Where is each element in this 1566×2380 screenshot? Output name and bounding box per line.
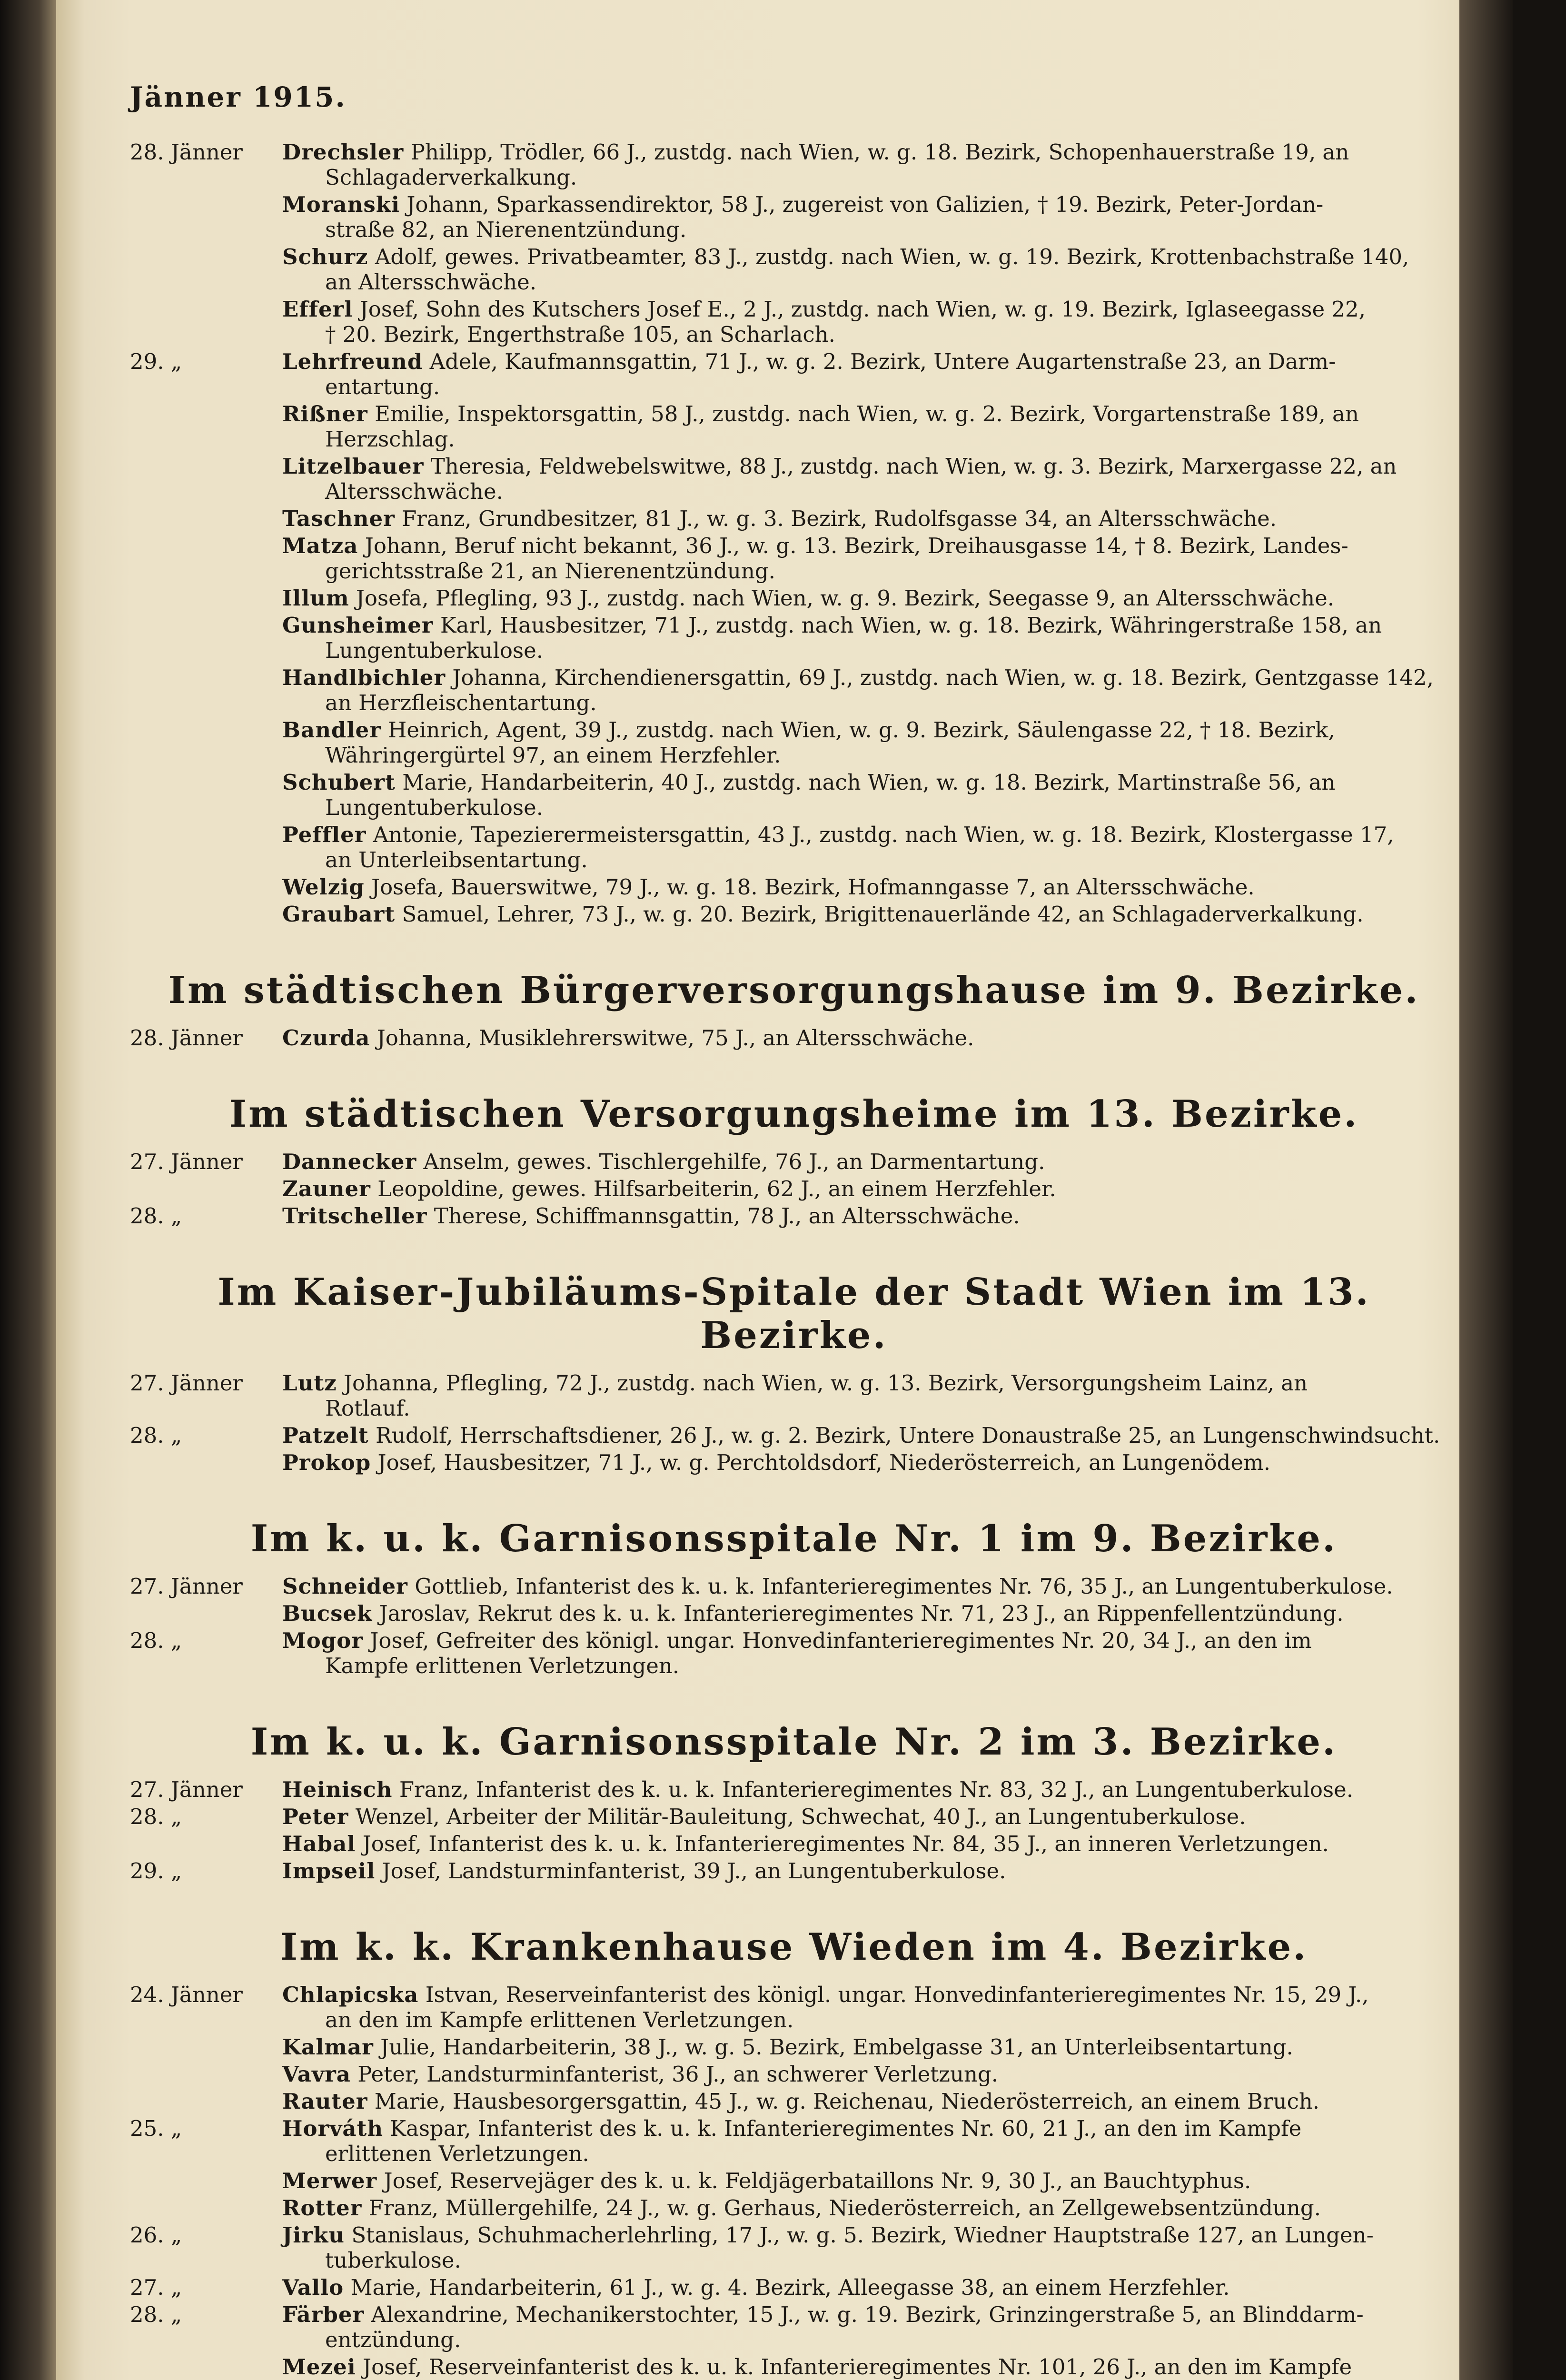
entry-date: [130, 1831, 282, 1856]
entry-text: Anselm, gewes. Tischlergehilfe, 76 J., an Darmentartung.: [423, 1149, 1045, 1174]
entry-body: [282, 533, 1458, 584]
register-entry: [130, 1203, 1458, 1229]
entry-body: [282, 874, 1458, 900]
entry-surname: Drechsler: [282, 139, 404, 165]
register-entry: [130, 1982, 1458, 2033]
entry-body: [282, 1025, 1458, 1051]
register-entry: [130, 1601, 1458, 1626]
entry-surname: Tritscheller: [282, 1203, 427, 1229]
entry-continuation: Kampfe erlittenen Verletzungen.: [325, 1653, 680, 1678]
entry-date: [130, 454, 282, 504]
entry-body: [282, 1601, 1458, 1626]
entry-text: Franz, Grundbesitzer, 81 J., w. g. 3. Bezirk, Rudolfsgasse 34, an Altersschwäche.: [402, 506, 1277, 531]
entry-date: 27. Jänner: [130, 1370, 243, 1396]
entry-continuation: an Altersschwäche.: [325, 269, 537, 295]
entry-date: [130, 822, 282, 873]
register-entry: [130, 401, 1458, 452]
section-title: Im Kaiser-Jubiläums-Spitale der Stadt Wien im 13. Bezirke.: [218, 1270, 1370, 1357]
entry-surname: Färber: [282, 2302, 365, 2327]
entry-surname: Vallo: [282, 2275, 344, 2300]
entry-date: 28. „: [130, 1628, 182, 1653]
entry-continuation: Altersschwäche.: [325, 479, 503, 504]
section-title: Im städtischen Versorgungsheime im 13. Bezirke.: [229, 1092, 1359, 1136]
entry-text: Peter, Landsturminfanterist, 36 J., an schwerer Verletzung.: [357, 2062, 999, 2087]
entry-continuation: an den im Kampfe erlittenen Verletzungen.: [325, 2007, 794, 2033]
register-entry: [130, 902, 1458, 927]
entry-date: 27. Jänner: [130, 1777, 243, 1802]
entry-surname: Habal: [282, 1831, 356, 1856]
register-entry: [130, 1777, 1458, 1802]
register-entry: [130, 1025, 1458, 1051]
entry-body: [282, 2195, 1458, 2221]
register-entry: [130, 2062, 1458, 2087]
register-entry: [130, 2354, 1458, 2380]
entry-body: [282, 506, 1458, 531]
entry-surname: Dannecker: [282, 1149, 417, 1174]
entry-continuation: gerichtsstraße 21, an Nierenentzündung.: [325, 558, 775, 584]
entry-date: [130, 506, 282, 531]
entry-date: 27. „: [130, 2275, 182, 2300]
entry-text: Franz, Müllergehilfe, 24 J., w. g. Gerhaus, Niederösterreich, an Zellgewebsentzündung.: [368, 2195, 1321, 2221]
entry-text: Josefa, Pflegling, 93 J., zustdg. nach Wien, w. g. 9. Bezirk, Seegasse 9, an Altersschwäche.: [356, 585, 1335, 611]
entry-body: [282, 2302, 1458, 2352]
entry-surname: Peter: [282, 1804, 349, 1829]
register-entry: [130, 1423, 1458, 1448]
entry-date: 25. „: [130, 2116, 182, 2141]
register-entry: [130, 1176, 1458, 1201]
entry-continuation: † 20. Bezirk, Engerthstraße 105, an Scharlach.: [325, 322, 835, 347]
entry-surname: Lehrfreund: [282, 349, 423, 374]
entry-body: [282, 1176, 1458, 1201]
entry-surname: Heinisch: [282, 1777, 393, 1802]
entry-body: [282, 2222, 1458, 2273]
register-entry: [130, 2222, 1458, 2273]
entry-text: Adele, Kaufmannsgattin, 71 J., w. g. 2. Bezirk, Untere Augartenstraße 23, an Darm-: [429, 349, 1336, 374]
register-entry: [130, 2089, 1458, 2114]
entry-body: [282, 401, 1458, 452]
entry-body: [282, 1804, 1458, 1829]
entry-body: [282, 717, 1458, 768]
entry-date: [130, 2354, 282, 2380]
entry-text: Therese, Schiffmannsgattin, 78 J., an Altersschwäche.: [434, 1203, 1020, 1229]
register-entry: [130, 454, 1458, 504]
entry-body: [282, 2116, 1458, 2166]
entry-surname: Horváth: [282, 2116, 384, 2141]
section-title: Im städtischen Bürgerversorgungshause im 9. Bezirke.: [168, 969, 1420, 1012]
entry-body: [282, 454, 1458, 504]
entry-text: Istvan, Reserveinfanterist des königl. ungar. Honvedinfanterieregimentes Nr. 15, 29 J.,: [425, 1982, 1369, 2007]
entry-text: Josef, Infanterist des k. u. k. Infanterieregimentes Nr. 84, 35 J., an inneren Verletzungen.: [362, 1831, 1329, 1856]
entry-date: [130, 613, 282, 663]
entry-text: Josef, Hausbesitzer, 71 J., w. g. Perchtoldsdorf, Niederösterreich, an Lungenödem.: [377, 1450, 1271, 1475]
entry-continuation: Schlagaderverkalkung.: [325, 165, 577, 190]
register-entry: [130, 192, 1458, 242]
entry-date: [130, 665, 282, 715]
entry-surname: Schurz: [282, 244, 368, 269]
entry-continuation: an Unterleibsentartung.: [325, 847, 588, 873]
page-edge: [1459, 0, 1513, 2380]
register-entry: [130, 2275, 1458, 2300]
section-title: Im k. u. k. Garnisonsspitale Nr. 1 im 9. Bezirke.: [250, 1517, 1338, 1560]
entry-body: [282, 2089, 1458, 2114]
entry-text: Antonie, Tapezierermeistersgattin, 43 J., zustdg. nach Wien, w. g. 18. Bezirk, Klostergasse 17,: [373, 822, 1394, 847]
entry-date: 24. Jänner: [130, 1982, 243, 2007]
entry-date: 28. „: [130, 2302, 182, 2327]
entry-body: [282, 1831, 1458, 1856]
register-entry: [130, 717, 1458, 768]
register-entry: [130, 349, 1458, 399]
entry-surname: Czurda: [282, 1025, 370, 1051]
entry-continuation: Lungentuberkulose.: [325, 638, 544, 663]
entry-text: Josef, Landsturminfanterist, 39 J., an Lungentuberkulose.: [382, 1858, 1006, 1884]
entry-continuation: Lungentuberkulose.: [325, 795, 544, 820]
entry-date: [130, 2195, 282, 2221]
entry-date: [130, 2089, 282, 2114]
entry-text: Gottlieb, Infanterist des k. u. k. Infanterieregimentes Nr. 76, 35 J., an Lungentuberkulose.: [415, 1574, 1393, 1599]
register-entry: [130, 2302, 1458, 2352]
entry-text: Philipp, Trödler, 66 J., zustdg. nach Wien, w. g. 18. Bezirk, Schopenhauerstraße 19, an: [410, 139, 1349, 165]
entry-text: Marie, Handarbeiterin, 40 J., zustdg. nach Wien, w. g. 18. Bezirk, Martinstraße 56, an: [402, 770, 1336, 795]
entry-date: [130, 770, 282, 820]
entry-body: [282, 1149, 1458, 1174]
entry-body: [282, 902, 1458, 927]
entry-surname: Vavra: [282, 2062, 351, 2087]
entry-date: [130, 2034, 282, 2060]
entry-continuation: entzündung.: [325, 2327, 461, 2352]
entry-surname: Moranski: [282, 192, 400, 217]
entry-text: Josef, Sohn des Kutschers Josef E., 2 J., zustdg. nach Wien, w. g. 19. Bezirk, Iglaseegasse 22,: [359, 297, 1366, 322]
register-entry: [130, 297, 1458, 347]
entry-text: Theresia, Feldwebelswitwe, 88 J., zustdg. nach Wien, w. g. 3. Bezirk, Marxergasse 22, an: [430, 454, 1397, 479]
entry-body: [282, 1574, 1458, 1599]
page-content: [130, 81, 1458, 2380]
register-entry: [130, 2195, 1458, 2221]
entry-continuation: Währingergürtel 97, an einem Herzfehler.: [325, 743, 781, 768]
entry-body: [282, 1858, 1458, 1884]
register-entry: [130, 533, 1458, 584]
entry-date: 28. „: [130, 1804, 182, 1829]
entry-body: [282, 1423, 1458, 1448]
entry-body: [282, 2062, 1458, 2087]
register-entry: [130, 1628, 1458, 1678]
entry-date: 29. „: [130, 349, 182, 374]
register-entry: [130, 244, 1458, 295]
entry-body: [282, 192, 1458, 242]
entry-date: [130, 902, 282, 927]
entry-text: Kaspar, Infanterist des k. u. k. Infanterieregimentes Nr. 60, 21 J., an den im Kampfe: [390, 2116, 1302, 2141]
entry-surname: Schneider: [282, 1574, 408, 1599]
entry-date: 28. Jänner: [130, 1025, 243, 1051]
entry-text: Franz, Infanterist des k. u. k. Infanterieregimentes Nr. 83, 32 J., an Lungentuberkulose.: [399, 1777, 1353, 1802]
register-entry: [130, 585, 1458, 611]
entry-date: [130, 874, 282, 900]
entry-surname: Zauner: [282, 1176, 371, 1201]
entry-date: [130, 401, 282, 452]
entry-body: [282, 139, 1458, 190]
entry-surname: Mogor: [282, 1628, 364, 1653]
entry-continuation: straße 82, an Nierenentzündung.: [325, 217, 687, 242]
entry-body: [282, 244, 1458, 295]
section-title: Im k. u. k. Garnisonsspitale Nr. 2 im 3. Bezirke.: [250, 1720, 1338, 1764]
register-entry: [130, 2034, 1458, 2060]
register-entry: [130, 665, 1458, 715]
entry-surname: Mezei: [282, 2354, 356, 2380]
entry-surname: Jirku: [282, 2222, 345, 2248]
entry-date: [130, 192, 282, 242]
entry-date: 28. „: [130, 1203, 182, 1229]
entry-date: 27. Jänner: [130, 1574, 243, 1599]
entry-date: [130, 2062, 282, 2087]
register-entry: [130, 874, 1458, 900]
entry-text: Rudolf, Herrschaftsdiener, 26 J., w. g. 2. Bezirk, Untere Donaustraße 25, an Lungenschwindsucht.: [375, 1423, 1440, 1448]
entry-body: [282, 1450, 1458, 1475]
entry-text: Heinrich, Agent, 39 J., zustdg. nach Wien, w. g. 9. Bezirk, Säulengasse 22, † 18. Bezirk,: [388, 717, 1335, 743]
register-entry: [130, 1370, 1458, 1421]
entry-body: [282, 1203, 1458, 1229]
entry-continuation: erlittenen Verletzungen.: [325, 2141, 589, 2166]
entry-date: [130, 2168, 282, 2193]
entry-surname: Rotter: [282, 2195, 362, 2221]
entry-text: Marie, Handarbeiterin, 61 J., w. g. 4. Bezirk, Alleegasse 38, an einem Herzfehler.: [350, 2275, 1230, 2300]
register-entry: [130, 1804, 1458, 1829]
entry-text: Samuel, Lehrer, 73 J., w. g. 20. Bezirk, Brigittenauerlände 42, an Schlagaderverkalkung.: [402, 902, 1364, 927]
register-entry: [130, 2116, 1458, 2166]
entry-surname: Efferl: [282, 297, 353, 322]
entry-body: [282, 349, 1458, 399]
register-entry: [130, 1450, 1458, 1475]
entry-surname: Litzelbauer: [282, 454, 424, 479]
entry-date: [130, 533, 282, 584]
entry-continuation: Rotlauf.: [325, 1396, 410, 1421]
register-entry: [130, 506, 1458, 531]
entry-surname: Impseil: [282, 1858, 376, 1884]
entry-date: 29. „: [130, 1858, 182, 1884]
entry-surname: Taschner: [282, 506, 395, 531]
entry-surname: Gunsheimer: [282, 613, 434, 638]
entry-body: [282, 1370, 1458, 1421]
register-entry: [130, 613, 1458, 663]
entry-text: Johann, Beruf nicht bekannt, 36 J., w. g. 13. Bezirk, Dreihausgasse 14, † 8. Bezirk, Landes-: [365, 533, 1348, 558]
entry-date: 26. „: [130, 2222, 182, 2248]
register-entry: [130, 770, 1458, 820]
register-entry: [130, 822, 1458, 873]
page-header: Jänner 1915.: [130, 81, 347, 113]
entry-date: 28. „: [130, 1423, 182, 1448]
sections-container: [130, 139, 1458, 2380]
entry-date: [130, 297, 282, 347]
entry-surname: Patzelt: [282, 1423, 369, 1448]
register-entry: [130, 2168, 1458, 2193]
register-entry: [130, 1574, 1458, 1599]
entry-surname: Bucsek: [282, 1601, 373, 1626]
entry-date: [130, 1176, 282, 1201]
entry-body: [282, 297, 1458, 347]
register-entry: [130, 1149, 1458, 1174]
entry-text: Jaroslav, Rekrut des k. u. k. Infanterieregimentes Nr. 71, 23 J., an Rippenfellentzündung.: [379, 1601, 1344, 1626]
entry-date: [130, 1601, 282, 1626]
entry-body: [282, 1628, 1458, 1678]
entry-body: [282, 822, 1458, 873]
entry-text: Josef, Gefreiter des königl. ungar. Honvedinfanterieregimentes Nr. 20, 34 J., an den im: [370, 1628, 1312, 1653]
entry-surname: Merwer: [282, 2168, 377, 2193]
entry-text: Stanislaus, Schuhmacherlehrling, 17 J., w. g. 5. Bezirk, Wiedner Hauptstraße 127, an Lungen-: [351, 2222, 1374, 2248]
entry-body: [282, 1777, 1458, 1802]
entry-text: Wenzel, Arbeiter der Militär-Bauleitung, Schwechat, 40 J., an Lungentuberkulose.: [355, 1804, 1246, 1829]
entry-text: Johanna, Musiklehrerswitwe, 75 J., an Altersschwäche.: [377, 1025, 974, 1051]
entry-date: [130, 1450, 282, 1475]
entry-text: Karl, Hausbesitzer, 71 J., zustdg. nach Wien, w. g. 18. Bezirk, Währingerstraße 158, an: [440, 613, 1382, 638]
entry-surname: Handlbichler: [282, 665, 446, 690]
entry-date: 27. Jänner: [130, 1149, 243, 1174]
register-entry: [130, 1831, 1458, 1856]
register-entry: [130, 1858, 1458, 1884]
entry-date: [130, 585, 282, 611]
entry-date: 28. Jänner: [130, 139, 243, 165]
register-entry: [130, 139, 1458, 190]
document-page: [56, 0, 1513, 2380]
entry-text: Josef, Reserveinfanterist des k. u. k. Infanterieregimentes Nr. 101, 26 J., an den im Kampfe: [363, 2354, 1352, 2380]
entry-continuation: tuberkulose.: [325, 2248, 461, 2273]
entry-body: [282, 585, 1458, 611]
entry-surname: Kalmar: [282, 2034, 374, 2060]
entry-surname: Lutz: [282, 1370, 337, 1396]
entry-surname: Chlapicska: [282, 1982, 419, 2007]
binding-gutter: [0, 0, 56, 2380]
entry-text: Johann, Sparkassendirektor, 58 J., zugereist von Galizien, † 19. Bezirk, Peter-Jordan-: [406, 192, 1324, 217]
entry-date: [130, 244, 282, 295]
entry-text: Emilie, Inspektorsgattin, 58 J., zustdg. nach Wien, w. g. 2. Bezirk, Vorgartenstraße 189, an: [375, 401, 1359, 426]
entry-surname: Matza: [282, 533, 358, 558]
entry-body: [282, 2354, 1458, 2380]
entry-body: [282, 2034, 1458, 2060]
entry-text: Marie, Hausbesorgersgattin, 45 J., w. g. Reichenau, Niederösterreich, an einem Bruch.: [374, 2089, 1320, 2114]
entry-text: Josef, Reservejäger des k. u. k. Feldjägerbataillons Nr. 9, 30 J., an Bauchtyphus.: [384, 2168, 1251, 2193]
entry-surname: Graubart: [282, 902, 396, 927]
entry-continuation: entartung.: [325, 374, 440, 399]
entry-surname: Rauter: [282, 2089, 368, 2114]
entry-surname: Bandler: [282, 717, 381, 743]
entry-surname: Illum: [282, 585, 349, 611]
entry-text: Johanna, Pflegling, 72 J., zustdg. nach Wien, w. g. 13. Bezirk, Versorgungsheim Lainz, an: [344, 1370, 1308, 1396]
entry-body: [282, 2275, 1458, 2300]
entry-continuation: Herzschlag.: [325, 426, 455, 452]
entry-text: Josefa, Bauerswitwe, 79 J., w. g. 18. Bezirk, Hofmanngasse 7, an Altersschwäche.: [371, 874, 1255, 900]
entry-body: [282, 613, 1458, 663]
entry-text: Leopoldine, gewes. Hilfsarbeiterin, 62 J., an einem Herzfehler.: [377, 1176, 1056, 1201]
entry-text: Julie, Handarbeiterin, 38 J., w. g. 5. Bezirk, Embelgasse 31, an Unterleibsentartung.: [380, 2034, 1293, 2060]
entry-body: [282, 1982, 1458, 2033]
entry-body: [282, 2168, 1458, 2193]
entry-surname: Welzig: [282, 874, 365, 900]
entry-text: Alexandrine, Mechanikerstochter, 15 J., w. g. 19. Bezirk, Grinzingerstraße 5, an Blinddarm-: [371, 2302, 1364, 2327]
entry-text: Adolf, gewes. Privatbeamter, 83 J., zustdg. nach Wien, w. g. 19. Bezirk, Krottenbachstraße 140,: [375, 244, 1409, 269]
entry-text: Johanna, Kirchendienersgattin, 69 J., zustdg. nach Wien, w. g. 18. Bezirk, Gentzgasse 142,: [452, 665, 1434, 690]
entry-surname: Prokop: [282, 1450, 371, 1475]
entry-body: [282, 770, 1458, 820]
section-title: Im k. k. Krankenhause Wieden im 4. Bezirke.: [280, 1925, 1308, 1969]
entry-body: [282, 665, 1458, 715]
entry-continuation: an Herzfleischentartung.: [325, 690, 597, 715]
entry-surname: Schubert: [282, 770, 396, 795]
entry-surname: Rißner: [282, 401, 368, 426]
entry-surname: Peffler: [282, 822, 367, 847]
entry-date: [130, 717, 282, 768]
